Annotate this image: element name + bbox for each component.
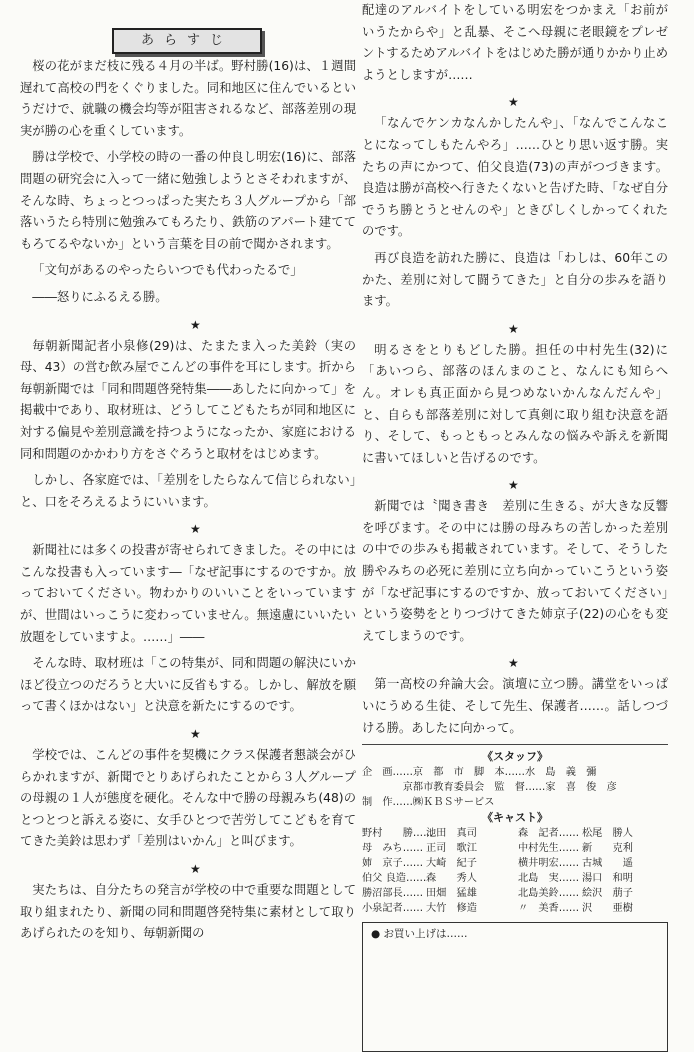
cast-entry	[518, 826, 668, 841]
synopsis-paragraph: 桜の花がまだ枝に残る４月の半ば。野村勝(16)は、１週間遅れて高校の門をくぐりました。同和地区に住んでいるというだけで、就職の機会均等が阻害されるなど、部落差別の現実が勝の心を重くしています。	[20, 59, 356, 138]
cast-entry	[362, 901, 512, 916]
cast-list	[362, 826, 668, 916]
cast-actor: 正司 歌江	[426, 843, 477, 855]
synopsis-paragraph: しかし、各家庭では、「差別をしたらなんて信じられない」と、口をそろえるようにいいます。	[20, 473, 356, 509]
cast-actor: 古城 遥	[582, 858, 633, 870]
cast-entry	[362, 841, 512, 856]
cast-actor: 沢 亜樹	[582, 903, 633, 915]
cast-role: 〃 美香……	[518, 903, 580, 915]
cast-entry	[518, 901, 668, 916]
synopsis-paragraph: 新聞では〝聞き書き 差別に生きる〟が大きな反響を呼びます。その中には勝の母みちの苦しかった差別の中での歩みも掲載されています。そして、そうした勝やみちの必死に差別に立ち向かっていこうという姿が「なぜ記事にするのですか、放っておいてください」という姿勢をとりつづけてきた姉京子(22)の心をも変えてしまうのです。	[362, 499, 668, 643]
cast-entry	[518, 871, 668, 886]
synopsis-paragraph: 勝は学校で、小学校の時の一番の仲良し明宏(16)に、部落問題の研究会に入って一緒に勉強しようとさそわれますが、そんな時、ちょっとつっぱった実たち３人グループから「部落いうたら特別に勉強みてもろたり、鉄筋のアパート建ててもろてるやないか」という言葉を目の前で聞かされます。	[20, 150, 356, 251]
cast-actor: 絵沢 萠子	[582, 888, 633, 900]
cast-role: 横井明宏……	[518, 858, 580, 870]
cast-role: 中村先生……	[518, 843, 580, 855]
star-divider: ★	[190, 862, 201, 876]
cast-role: 小泉記者……	[362, 903, 424, 915]
synopsis-paragraph: 「なんでケンカなんかしたんや」、「なんでこんなことになってしもたんやろ」……ひとり思い返す勝。実たちの声にかつて、伯父良造(73)の声がつづきます。良造は勝が高校へ行きたくないと告げた時、「なぜ自分でうち勝とうとせんのや」ときびしくしかってくれたのです。	[362, 116, 668, 239]
memo-label: ● お買い上げは……	[371, 928, 468, 941]
cast-actor: 池田 真司	[426, 828, 477, 840]
cast-actor: 森 秀人	[426, 873, 477, 885]
star-divider: ★	[190, 317, 201, 332]
cast-role: 北島美鈴……	[518, 888, 580, 900]
star-divider: ★	[508, 656, 519, 671]
cast-entry	[362, 871, 512, 886]
cast-entry	[362, 826, 512, 841]
cast-entry	[518, 856, 668, 871]
cast-role: 母 みち……	[362, 843, 424, 855]
cast-entry	[362, 886, 512, 901]
star-divider: ★	[190, 727, 201, 742]
credits-block	[362, 744, 668, 916]
cast-actor: 大竹 修造	[426, 903, 477, 915]
cast-role: 北島 実……	[518, 873, 580, 885]
synopsis-paragraph: 毎朝新聞記者小泉修(29)は、たまたま入った美鈴（実の母、43）の営む飲み屋でこんどの事件を耳にします。折から毎朝新聞では「同和問題啓発特集――あしたに向かって」を掲載中であり、取材班は、どうしてこどもたちが同和地区に対する偏見や差別意識を持つようになったか、家庭における同和問題のかかわり方をさぐろうと取材をはじめます。	[20, 338, 356, 461]
cast-entry	[518, 841, 668, 856]
cast-entry	[518, 886, 668, 901]
cast-heading: 《キャスト》	[482, 811, 548, 825]
star-divider: ★	[190, 522, 201, 537]
star-divider: ★	[508, 95, 519, 110]
title-area	[20, 0, 356, 56]
cast-actor: 松尾 勝人	[582, 828, 633, 840]
cast-role: 勝沼部長……	[362, 888, 424, 900]
synopsis-paragraph: 配達のアルバイトをしている明宏をつかまえ「お前がいうたからや」と乱暴、そこへ母親に老眼鏡をプレゼントするためアルバイトをはじめた勝が通りかかり止めようとしますが……	[362, 3, 668, 82]
synopsis-paragraph: 新聞社には多くの投書が寄せられてきました。その中にはこんな投書も入っています―「なぜ記事にするのですか。放っておいてください。物わかりのいいことをいっていますが、世間はいっこうに変わっていません。無遠慮にいいたい放題をしていますよ。……」――	[20, 543, 356, 644]
cast-actor: 田畑 猛雄	[426, 888, 477, 900]
synopsis-paragraph: 再び良造を訪れた勝に、良造は「わしは、60年このかた、差別に対して闘うてきた」と自分の歩みを語ります。	[362, 250, 668, 309]
cast-actor: 湯口 和明	[582, 873, 633, 885]
cast-role: 野村 勝……	[362, 828, 434, 840]
staff-heading: 《スタッフ》	[482, 750, 548, 764]
right-column	[362, 0, 668, 1052]
synopsis-paragraph: 明るさをとりもどした勝。担任の中村先生(32)に「あいつら、部落のほんまのこと、なんにも知らへん。オレも真正面から見つめないかんなんだんや」と、自らも部落差別に対して真剣に取り組む決意を語り、そして、もっともっとみんなの悩みや訴えを新聞に書いてほしいと告げるのです。	[362, 342, 668, 465]
synopsis-paragraph: 学校では、こんどの事件を契機にクラス保護者懇談会がひらかれますが、新聞でとりあげられたことから３人グループの母親の１人が態度を硬化。そんな中で勝の母親みち(48)のとつとつと訴える姿に、女手ひとつで苦労してこどもを育ててきた美鈴は思わず「差別はいかん」と叫びます。	[20, 748, 356, 849]
staff-line: 制 作……㈱ＫＢＳサービス	[362, 797, 495, 809]
cast-entry	[362, 856, 512, 871]
cast-role: 姉 京子……	[362, 858, 424, 870]
cast-role: 森 記者……	[518, 828, 580, 840]
cast-actor: 新 克利	[582, 843, 633, 855]
cast-role: 伯父 良造……	[362, 873, 427, 885]
left-column	[20, 0, 356, 950]
cast-actor: 大崎 紀子	[426, 858, 477, 870]
star-divider: ★	[508, 321, 519, 336]
synopsis-paragraph: そんな時、取材班は「この特集が、同和問題の解決にいかほど役立つのだろうと大いに反省もする。しかし、解放を願って書くほかはない」と決意を新たにするのです。	[20, 656, 356, 714]
quote-line: 「文句があるのやったらいつでも代わったるで」	[32, 263, 303, 278]
synopsis-paragraph: 第一高校の弁論大会。演壇に立つ勝。講堂をいっぱいにうめる生徒、そして先生、保護者……。話しつづける勝。あしたに向かって。	[362, 677, 668, 735]
purchase-memo-box	[362, 922, 668, 1052]
synopsis-paragraph: ――怒りにふるえる勝。	[32, 289, 168, 304]
staff-line: 京都市教育委員会 監 督……家 喜 俊 彦	[362, 782, 617, 794]
synopsis-paragraph: 実たちは、自分たちの発言が学校の中で重要な問題として取り組まれたり、新聞の同和問題啓発特集に素材として取りあげられたのを知り、毎朝新聞の	[20, 883, 356, 941]
star-divider: ★	[508, 478, 519, 493]
section-title: あらすじ	[112, 28, 262, 54]
staff-line: 企 画……京 都 市 脚 本……水 島 義 彌	[362, 767, 597, 779]
